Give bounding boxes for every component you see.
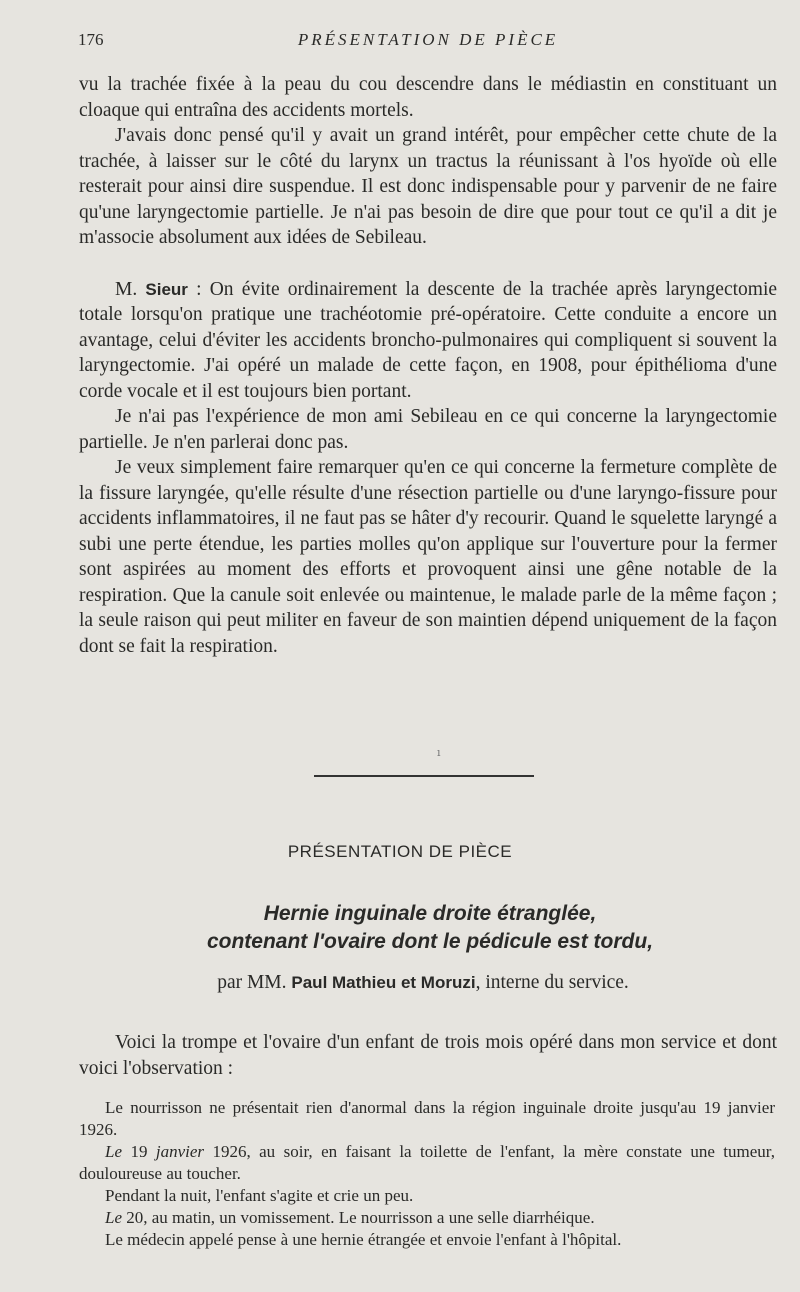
discussion-text (79, 72, 777, 659)
running-title: PRÉSENTATION DE PIÈCE (297, 30, 559, 49)
article-title-line: contenant l'ovaire dont le pédicule est tordu, (206, 930, 654, 953)
speaker-title: M. (115, 278, 138, 300)
article-title (0, 900, 800, 956)
observation-text (79, 1097, 775, 1251)
observation-line: Le 20, au matin, un vomissement. Le nourrisson a une selle diarrhéique. (105, 1208, 595, 1227)
speaker-paragraph (79, 277, 777, 405)
author-line (0, 972, 800, 994)
speaker-name: Sieur (145, 279, 188, 299)
paragraph: Je veux simplement faire remarquer qu'en ce qui concerne la fermeture complète de la fissure laryngée, qu'elle résulte d'une résection partielle ou d'une laryngo-fissure pour accidents inflammatoires, il ne faut pas se hâter d'y recourir. Quand le squelette laryngé a subi une perte étendue, les parties molles qu'on applique sur l'ouverture pour la fermer sont aspirées au moment des efforts et provoquent ainsi une gêne notable de la respiration. Que la canule soit enlevée ou maintenue, le malade parle de la même façon ; la seule raison qui peut militer en faveur de son maintien dépend uniquement de la façon dont se fait la respiration. (79, 457, 777, 657)
speaker-remarks: : On évite ordinairement la descente de la trachée après laryngectomie totale lorsqu'on pratique une trachéotomie pré-opératoire. Cette conduite a encore un avantage, celui d'éviter les accidents broncho-pulmonaires qui compliquent si souvent la laryngectomie. J'ai opéré un malade de cette façon, en 1908, pour épithélioma d'une corde vocale et il est toujours bien portant. (79, 278, 778, 402)
authors-suffix: , interne du service. (475, 972, 629, 993)
article-title-line: Hernie inguinale droite étranglée, (263, 902, 597, 925)
observation-line: Le médecin appelé pense à une hernie étrangée et envoie l'enfant à l'hôpital. (105, 1230, 622, 1249)
paragraph: Je n'ai pas l'expérience de mon ami Sebileau en ce qui concerne la laryngectomie partielle. Je n'en parlerai donc pas. (79, 406, 777, 453)
observation-line: Le 19 janvier 1926, au soir, en faisant la toilette de l'enfant, la mère constate une tumeur, douloureuse au toucher. (79, 1142, 776, 1183)
author-names: Paul Mathieu et Moruzi (291, 973, 476, 992)
running-header (78, 30, 778, 50)
paragraph: vu la trachée fixée à la peau du cou descendre dans le médiastin en constituant un cloaque qui entraîna des accidents mortels. (79, 74, 777, 121)
paragraph: Voici la trompe et l'ovaire d'un enfant de trois mois opéré dans mon service et dont voici l'observation : (79, 1032, 777, 1079)
page-number: 176 (78, 30, 104, 49)
observation-line: Le nourrisson ne présentait rien d'anormal dans la région inguinale droite jusqu'au 19 janvier 1926. (79, 1098, 775, 1139)
stray-mark: ı (437, 746, 441, 759)
observation-line: Pendant la nuit, l'enfant s'agite et crie un peu. (105, 1186, 414, 1205)
section-divider (314, 775, 534, 777)
authors-prefix: par MM. (217, 972, 287, 993)
section-title: PRÉSENTATION DE PIÈCE (287, 842, 513, 861)
intro-text (79, 1030, 777, 1081)
paragraph: J'avais donc pensé qu'il y avait un grand intérêt, pour empêcher cette chute de la trachée, à laisser sur le côté du larynx un tractus la réunissant à l'os hyoïde où elle resterait pour ainsi dire suspendue. Il est donc indispensable pour y parvenir de ne faire qu'une laryngectomie partielle. Je n'ai pas besoin de dire que pour tout ce qu'il a dit je m'associe absolument aux idées de Sebileau. (79, 125, 777, 248)
